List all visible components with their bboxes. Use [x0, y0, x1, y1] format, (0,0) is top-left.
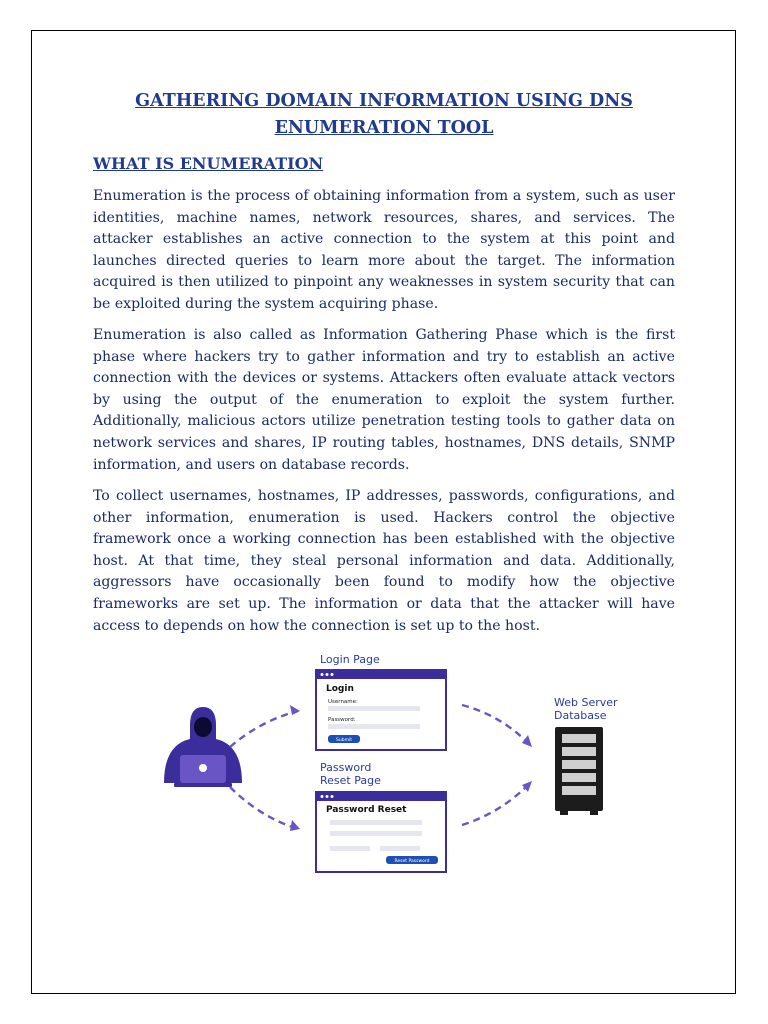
paragraph-1: Enumeration is the process of obtaining information from a system, such as user identities, machine names, network resources, shares, and services. The attacker establishes an active connection to the system at this point and launches directed queries to learn more about the target. The information acquired is then utilized to pinpoint any weaknesses in system security that can be exploited during the system acquiring phase.	[93, 188, 675, 312]
reset-title: Password Reset	[326, 805, 407, 815]
paragraph-2: Enumeration is also called as Information Gathering Phase which is the first phase where hackers try to gather information and try to establish an active connection with the devices or systems. Attackers often evaluate attack vectors by using the output of the enumeration to exploit the system further. Additionally, malicious actors utilize penetration testing tools to gather data on network services and shares, IP routing tables, hostnames, DNS details, SNMP information, and users on database records.	[93, 327, 675, 473]
password-label: Password:	[328, 717, 356, 723]
username-label: Username:	[328, 699, 358, 705]
section-heading: WHAT IS ENUMERATION	[93, 154, 324, 173]
enumeration-diagram	[150, 645, 670, 885]
reset-window	[316, 792, 446, 872]
arrow-to-reset	[230, 787, 298, 829]
arrow-to-login	[230, 711, 298, 747]
login-window	[316, 670, 446, 750]
server-rack-icon	[555, 727, 603, 815]
server-label-line1: Web Server	[554, 696, 618, 709]
username-field	[328, 706, 420, 711]
password-field	[328, 724, 420, 729]
login-title: Login	[326, 684, 354, 694]
reset-page-label-line1: Password	[320, 761, 372, 774]
reset-page-label-line2: Reset Page	[320, 774, 381, 787]
arrow-login-to-server	[462, 705, 528, 743]
reset-password-label: Reset Password	[394, 859, 430, 864]
arrow-reset-to-server	[462, 785, 528, 825]
paragraph-3: To collect usernames, hostnames, IP addresses, passwords, configurations, and other information, enumeration is used. Hackers control the objective framework once a working connection has been established with the objective host. At that time, they steal personal information and data. Additionally, aggressors have occasionally been found to modify how the objective frameworks are set up. The information or data that the attacker will have access to depends on how the connection is set up to the host.	[93, 488, 675, 634]
document-title: GATHERING DOMAIN INFORMATION USING DNS ENUMERATION TOOL	[135, 91, 633, 138]
server-label-line2: Database	[554, 709, 607, 722]
login-page-label: Login Page	[320, 653, 380, 666]
submit-label: Submit	[336, 738, 352, 743]
